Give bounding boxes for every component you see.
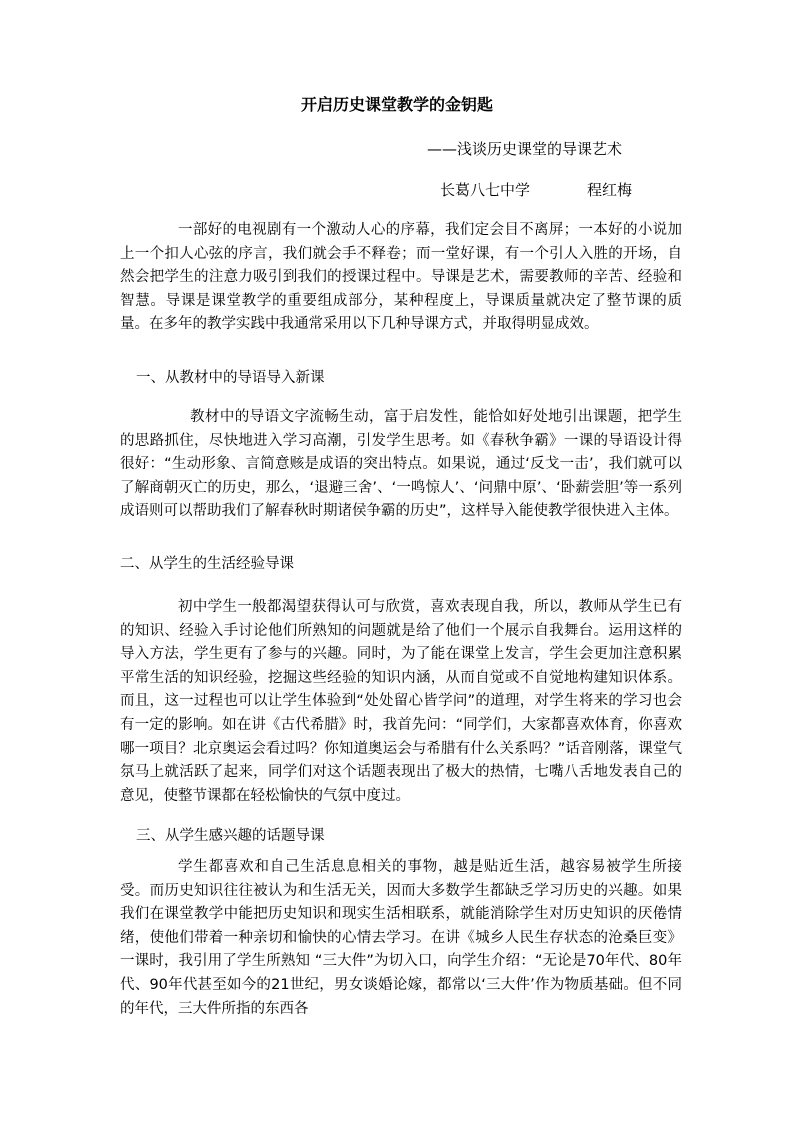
author-name: 程红梅 [587, 181, 633, 199]
document-title: 开启历史课堂教学的金钥匙 [300, 95, 493, 114]
section-heading-2: 二、从学生的生活经验导课 [120, 556, 294, 572]
section-body-3: 学生都喜欢和自己生活息息相关的事物，越是贴近生活，越容易被学生所接受。而历史知识往往被认为和生活无关，因而大多数学生都缺乏学习历史的兴趣。如果我们在课堂教学中能把历史知识和现实生活相联系，就能消除学生对历史知识的厌倦情绪，使他们带着一种亲切和愉快的心情去学习。在讲《城乡人民生存状态的沧桑巨变》一课时，我引用了学生所熟知 “三大件”为切入口，向学生介绍：“无论是70年代、80年代、90年代甚至如今的21世纪，男女谈婚论嫁，都常以‘三大件’作为物质基础。但不同的年代，三大件所指的东西各 [120, 859, 682, 1017]
intro-paragraph: 一部好的电视剧有一个激动人心的序幕，我们定会目不离屏；一本好的小说加上一个扣人心弦的序言，我们就会手不释卷；而一堂好课，有一个引人入胜的开场，自然会把学生的注意力吸引到我们的授课过程中。导课是艺术，需要教师的辛苦、经验和智慧。导课是课堂教学的重要组成部分，某种程度上，导课质量就决定了整节课的质量。在多年的教学实践中我通常采用以下几种导课方式，并取得明显成效。 [120, 222, 682, 333]
section-heading-3: 三、从学生感兴趣的话题导课 [136, 828, 325, 844]
document-subtitle: ——浅谈历史课堂的导课艺术 [427, 140, 623, 158]
section-body-2: 初中学生一般都渴望获得认可与欣赏，喜欢表现自我，所以，教师从学生已有的知识、经验入手讨论他们所熟知的问题就是给了他们一个展示自我舞台。运用这样的导入方法，学生更有了参与的兴趣。同时，为了能在课堂上发言，学生会更加注意积累平常生活的知识经验，挖掘这些经验的知识内涵，从而自觉或不自觉地构建知识体系。而且，这一过程也可以让学生体验到“处处留心皆学问”的道理，对学生将来的学习也会有一定的影响。如在讲《古代希腊》时，我首先问：“同学们，大家都喜欢体育，你喜欢哪一项目？北京奥运会看过吗？你知道奥运会与希腊有什么关系吗？”话音刚落，课堂气氛马上就活跃了起来，同学们对这个话题表现出了极大的热情，七嘴八舌地发表自己的意见，使整节课都在轻松愉快的气氛中度过。 [120, 599, 682, 804]
section-heading-1: 一、从教材中的导语导入新课 [136, 370, 325, 386]
author-school: 长葛八七中学 [440, 181, 531, 199]
section-body-1: 教材中的导语文字流畅生动，富于启发性，能恰如好处地引出课题，把学生的思路抓住，尽快地进入学习高潮，引发学生思考。如《春秋争霸》一课的导语设计得很好：“生动形象、言简意赅是成语的突出特点。如果说，通过‘反戈一击’，我们就可以了解商朝灭亡的历史，那么，‘退避三舍’、‘一鸣惊人’、‘问鼎中原’、‘卧薪尝胆’等一系列成语则可以帮助我们了解春秋时期诸侯争霸的历史”，这样导入能使教学很快进入主体。 [120, 409, 682, 520]
